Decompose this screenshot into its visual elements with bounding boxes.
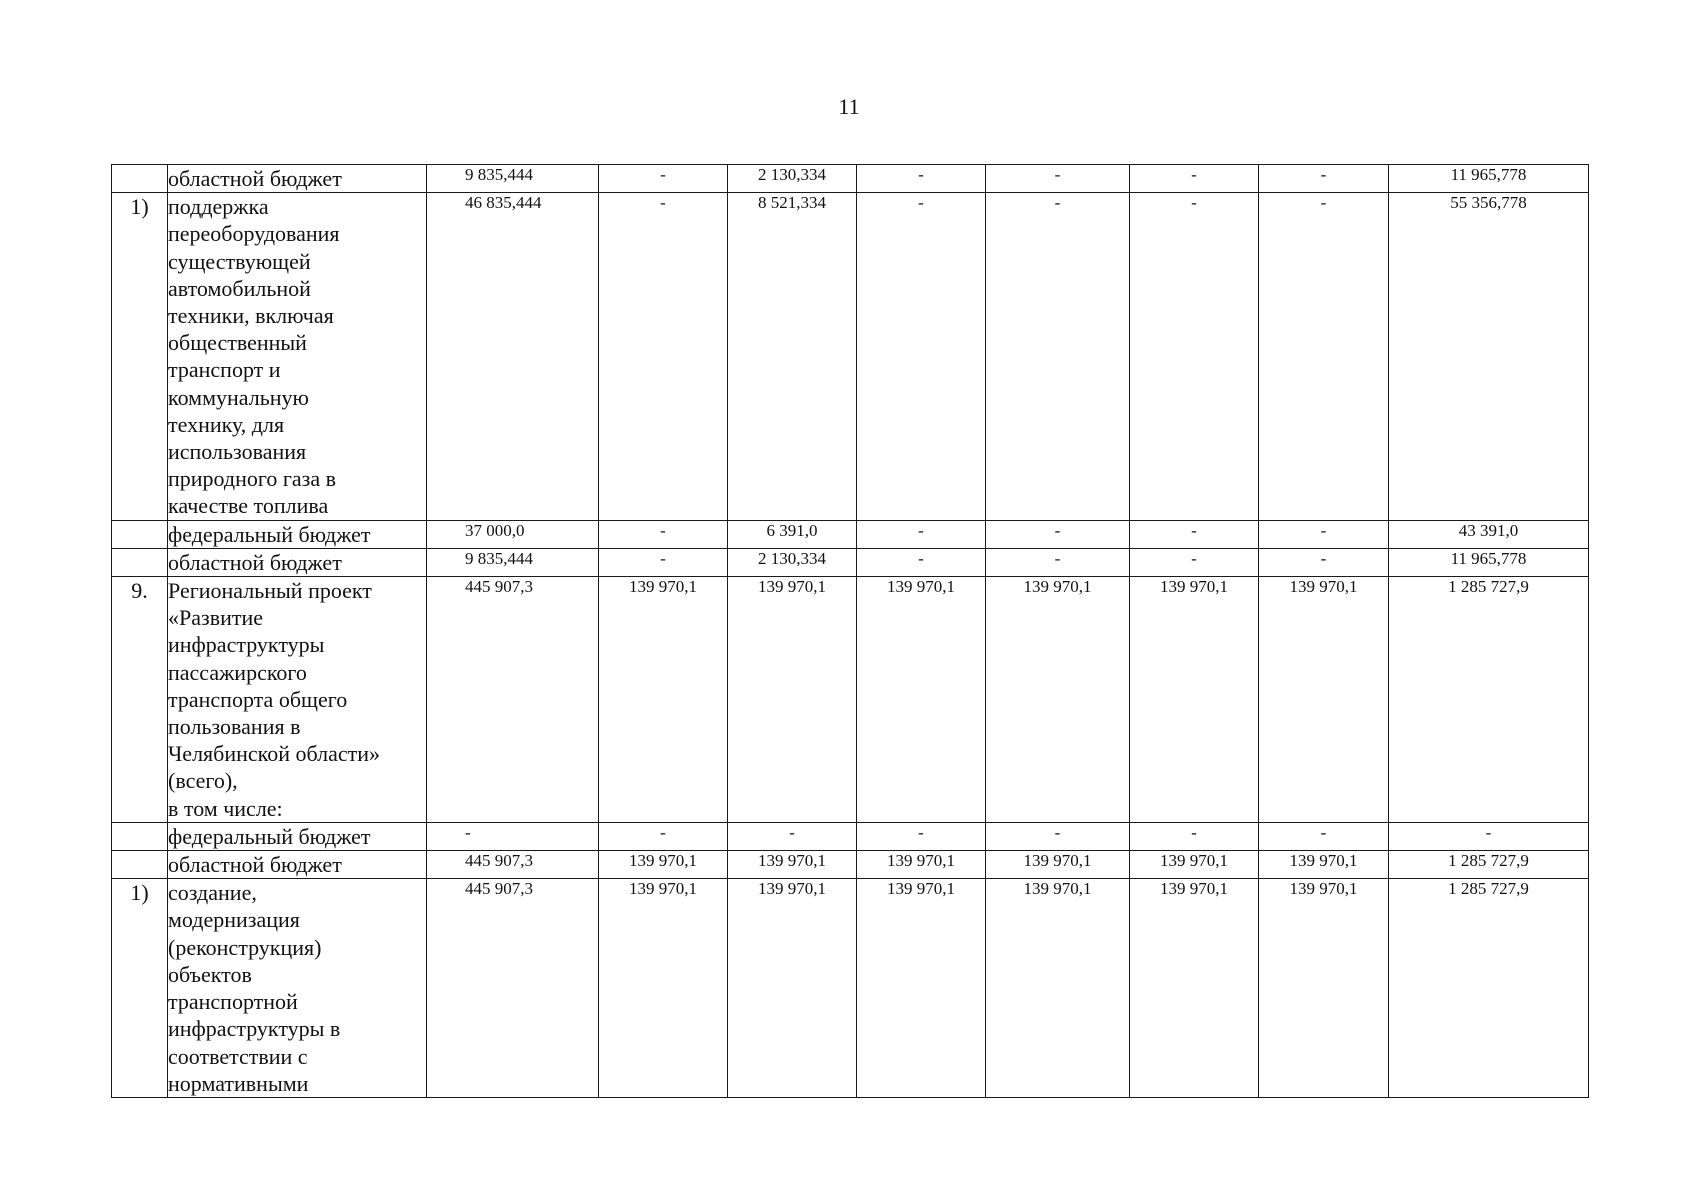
row-number-cell [112, 165, 168, 193]
value-cell: - [1259, 822, 1389, 850]
value-cell: 139 970,1 [599, 851, 728, 879]
value-cell: 139 970,1 [728, 851, 857, 879]
value-cell: 139 970,1 [728, 879, 857, 1098]
budget-table [111, 164, 1589, 1098]
value-cell-total: - [1389, 822, 1589, 850]
table-row [112, 822, 1589, 850]
row-name-text: областной бюджет [168, 549, 342, 575]
row-number-cell [112, 520, 168, 548]
value-cell: 8 521,334 [728, 193, 857, 520]
table-row [112, 165, 1589, 193]
value-cell: - [857, 520, 986, 548]
value-cell: - [857, 822, 986, 850]
value-cell: - [1130, 822, 1259, 850]
row-name-text: областной бюджет [168, 166, 342, 191]
row-name-cell [168, 577, 427, 823]
row-number-cell: 1) [112, 879, 168, 1098]
value-cell: 37 000,0 [427, 520, 599, 548]
row-number-cell: 9. [112, 577, 168, 823]
value-cell: 46 835,444 [427, 193, 599, 520]
value-cell: 6 391,0 [728, 520, 857, 548]
value-cell-total: 1 285 727,9 [1389, 879, 1589, 1098]
value-cell: - [986, 193, 1130, 520]
value-cell: - [728, 822, 857, 850]
value-cell: 139 970,1 [728, 577, 857, 823]
value-cell-total: 43 391,0 [1389, 520, 1589, 548]
value-cell: 139 970,1 [986, 851, 1130, 879]
value-cell-total: 11 965,778 [1389, 548, 1589, 576]
value-cell: 139 970,1 [1130, 577, 1259, 823]
table-row [112, 879, 1589, 1098]
value-cell-total: 1 285 727,9 [1389, 851, 1589, 879]
value-cell: 139 970,1 [599, 879, 728, 1098]
table-body [112, 165, 1589, 1098]
value-cell: 139 970,1 [857, 851, 986, 879]
row-name-cell [168, 879, 427, 1098]
value-cell: - [986, 520, 1130, 548]
row-name-cell [168, 851, 427, 879]
value-cell: 445 907,3 [427, 879, 599, 1098]
value-cell: - [599, 165, 728, 193]
row-name-cell [168, 193, 427, 520]
value-cell: - [1259, 165, 1389, 193]
value-cell: - [1259, 193, 1389, 520]
value-cell: 139 970,1 [1130, 879, 1259, 1098]
row-number-cell: 1) [112, 193, 168, 520]
value-cell: 9 835,444 [427, 548, 599, 576]
value-cell: 139 970,1 [986, 577, 1130, 823]
value-cell: - [1130, 193, 1259, 520]
value-cell-total: 1 285 727,9 [1389, 577, 1589, 823]
value-cell: - [986, 548, 1130, 576]
value-cell: 2 130,334 [728, 165, 857, 193]
value-cell: 139 970,1 [986, 879, 1130, 1098]
row-name-text: создание, модернизация (реконструкция) объектов транспортной инфраструктуры в соответствии с нормативными [168, 880, 341, 1096]
row-name-text: Региональный проект «Развитие инфраструктуры пассажирского транспорта общего пользования в Челябинской области» (всего), в том числе: [168, 578, 381, 821]
value-cell: 139 970,1 [1259, 851, 1389, 879]
value-cell: - [599, 520, 728, 548]
row-name-text: федеральный бюджет [168, 521, 371, 547]
value-cell: 139 970,1 [857, 879, 986, 1098]
row-number-cell [112, 548, 168, 576]
value-cell-total: 55 356,778 [1389, 193, 1589, 520]
value-cell: - [857, 165, 986, 193]
table-row [112, 520, 1589, 548]
table-row [112, 548, 1589, 576]
value-cell: - [599, 193, 728, 520]
row-name-cell [168, 520, 427, 548]
row-number-cell [112, 822, 168, 850]
value-cell: - [1130, 520, 1259, 548]
value-cell: 139 970,1 [857, 577, 986, 823]
row-number-cell [112, 851, 168, 879]
value-cell: - [599, 822, 728, 850]
table-row [112, 577, 1589, 823]
table-row [112, 193, 1589, 520]
row-name-text: федеральный бюджет [168, 823, 371, 849]
row-name-cell [168, 822, 427, 850]
value-cell: - [427, 822, 599, 850]
value-cell: - [1130, 165, 1259, 193]
value-cell: - [1259, 520, 1389, 548]
value-cell: - [1130, 548, 1259, 576]
value-cell: - [599, 548, 728, 576]
value-cell: 445 907,3 [427, 851, 599, 879]
value-cell: 139 970,1 [1259, 879, 1389, 1098]
value-cell: 9 835,444 [427, 165, 599, 193]
value-cell: - [857, 193, 986, 520]
value-cell: 139 970,1 [1130, 851, 1259, 879]
value-cell: - [1259, 548, 1389, 576]
value-cell: - [986, 822, 1130, 850]
value-cell: 2 130,334 [728, 548, 857, 576]
row-name-text: поддержка переоборудования существующей автомобильной техники, включая общественный транспорт и коммунальную технику, для использования природного газа в качестве топлива [168, 194, 340, 519]
table-row [112, 851, 1589, 879]
row-name-text: областной бюджет [168, 852, 342, 878]
value-cell: 445 907,3 [427, 577, 599, 823]
row-name-cell [168, 548, 427, 576]
value-cell-total: 11 965,778 [1389, 165, 1589, 193]
page-number: 11 [838, 94, 860, 119]
value-cell: - [857, 548, 986, 576]
value-cell: - [986, 165, 1130, 193]
value-cell: 139 970,1 [1259, 577, 1389, 823]
row-name-cell [168, 165, 427, 193]
value-cell: 139 970,1 [599, 577, 728, 823]
